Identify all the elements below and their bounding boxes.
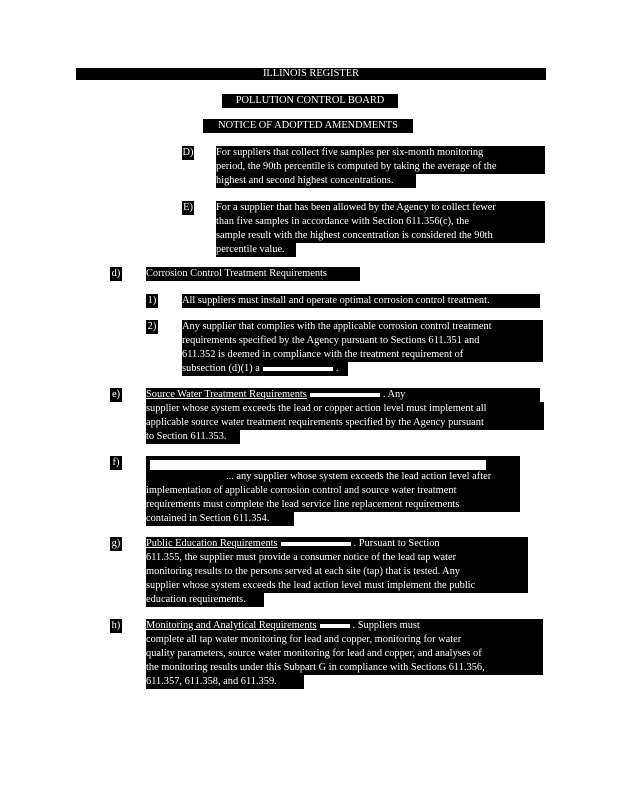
item-h-line-4: the monitoring results under this Subpart G in compliance with Sections 611.356,	[146, 661, 543, 675]
item-g-line-3: monitoring results to the persons served at each site (tap) that is tested. Any	[146, 565, 528, 579]
item-f-marker: f)	[110, 456, 122, 470]
item-e-line-4: to Section 611.353.	[146, 430, 240, 444]
item-g-marker: g)	[111, 538, 121, 549]
item-g-lead-after: . Pursuant to Section	[353, 538, 440, 549]
item-f-line-2: implementation of applicable corrosion control and source water treatment	[146, 484, 520, 498]
item-d2-line-2: requirements specified by the Agency pursuant to Sections 611.351 and	[182, 334, 543, 348]
item-g-line-5: education requirements.	[146, 593, 264, 607]
item-E-line-2: than five samples in accordance with Section 611.356(c), the	[216, 215, 545, 229]
item-d1-line: All suppliers must install and operate optimal corrosion control treatment.	[182, 294, 540, 308]
board-title: POLLUTION CONTROL BOARD	[222, 94, 398, 108]
item-h-line-3: quality parameters, source water monitoring for lead and copper, and analyses of	[146, 647, 543, 661]
item-e-lead-after: . Any	[382, 389, 406, 400]
item-f-line-4: contained in Section 611.354.	[146, 512, 294, 526]
item-D-line-2: period, the 90th percentile is computed by taking the average of the	[216, 160, 545, 174]
item-E-line-1: For a supplier that has been allowed by the Agency to collect fewer	[216, 201, 545, 215]
item-d2-line-3: 611.352 is deemed in compliance with the treatment requirement of	[182, 348, 543, 362]
item-g-line-2: 611.355, the supplier must provide a consumer notice of the lead tap water	[146, 551, 528, 565]
item-E-line-4: percentile value.	[216, 243, 296, 257]
item-d-heading: Corrosion Control Treatment Requirements	[146, 267, 360, 281]
item-e-line-3: applicable source water treatment requirements specified by the Agency pursuant	[146, 416, 544, 430]
item-d2-marker: 2)	[147, 321, 157, 332]
item-f-line-3: requirements must complete the lead service line replacement requirements	[146, 498, 520, 512]
item-d1-marker: 1)	[147, 295, 157, 306]
item-g-heading: Public Education Requirements	[146, 538, 278, 549]
item-D-line-1: For suppliers that collect five samples per six-month monitoring	[216, 146, 545, 160]
item-d-marker: d)	[111, 268, 121, 279]
item-h-marker: h)	[111, 620, 121, 631]
item-e-line-1	[146, 388, 540, 402]
item-d2-line-4: subsection (d)(1) a .	[182, 362, 348, 376]
item-e-heading: Source Water Treatment Requirements	[146, 389, 307, 400]
item-E-line-3: sample result with the highest concentration is considered the 90th	[216, 229, 545, 243]
item-f-line-1b	[146, 470, 520, 484]
item-g-line-1	[146, 537, 528, 551]
item-h-line-5: 611.357, 611.358, and 611.359.	[146, 675, 304, 689]
item-D-line-3: highest and second highest concentrations.	[216, 174, 416, 188]
redaction-mark	[263, 367, 333, 371]
item-h-lead-after: . Suppliers must	[352, 620, 420, 631]
item-E-marker: E)	[183, 202, 193, 213]
item-e-marker: e)	[111, 389, 121, 400]
item-h-line-2: complete all tap water monitoring for lead and copper, monitoring for water	[146, 633, 543, 647]
redaction-mark	[320, 624, 350, 628]
item-g-line-4: supplier whose system exceeds the lead action level must implement the public	[146, 579, 528, 593]
item-f-line-1-tail: ... any supplier whose system exceeds the lead action level after	[226, 471, 492, 482]
item-d2-line-1: Any supplier that complies with the applicable corrosion control treatment	[182, 320, 543, 334]
item-h-heading: Monitoring and Analytical Requirements	[146, 620, 317, 631]
redaction-mark	[281, 542, 351, 546]
register-title: ILLINOIS REGISTER	[76, 68, 546, 80]
notice-title: NOTICE OF ADOPTED AMENDMENTS	[203, 119, 413, 133]
item-e-line-2: supplier whose system exceeds the lead or copper action level must implement all	[146, 402, 544, 416]
item-h-line-1	[146, 619, 543, 633]
item-D-marker: D)	[182, 147, 194, 158]
redaction-mark	[310, 393, 380, 397]
item-d2-line-4-text: subsection (d)(1) a	[182, 363, 260, 374]
